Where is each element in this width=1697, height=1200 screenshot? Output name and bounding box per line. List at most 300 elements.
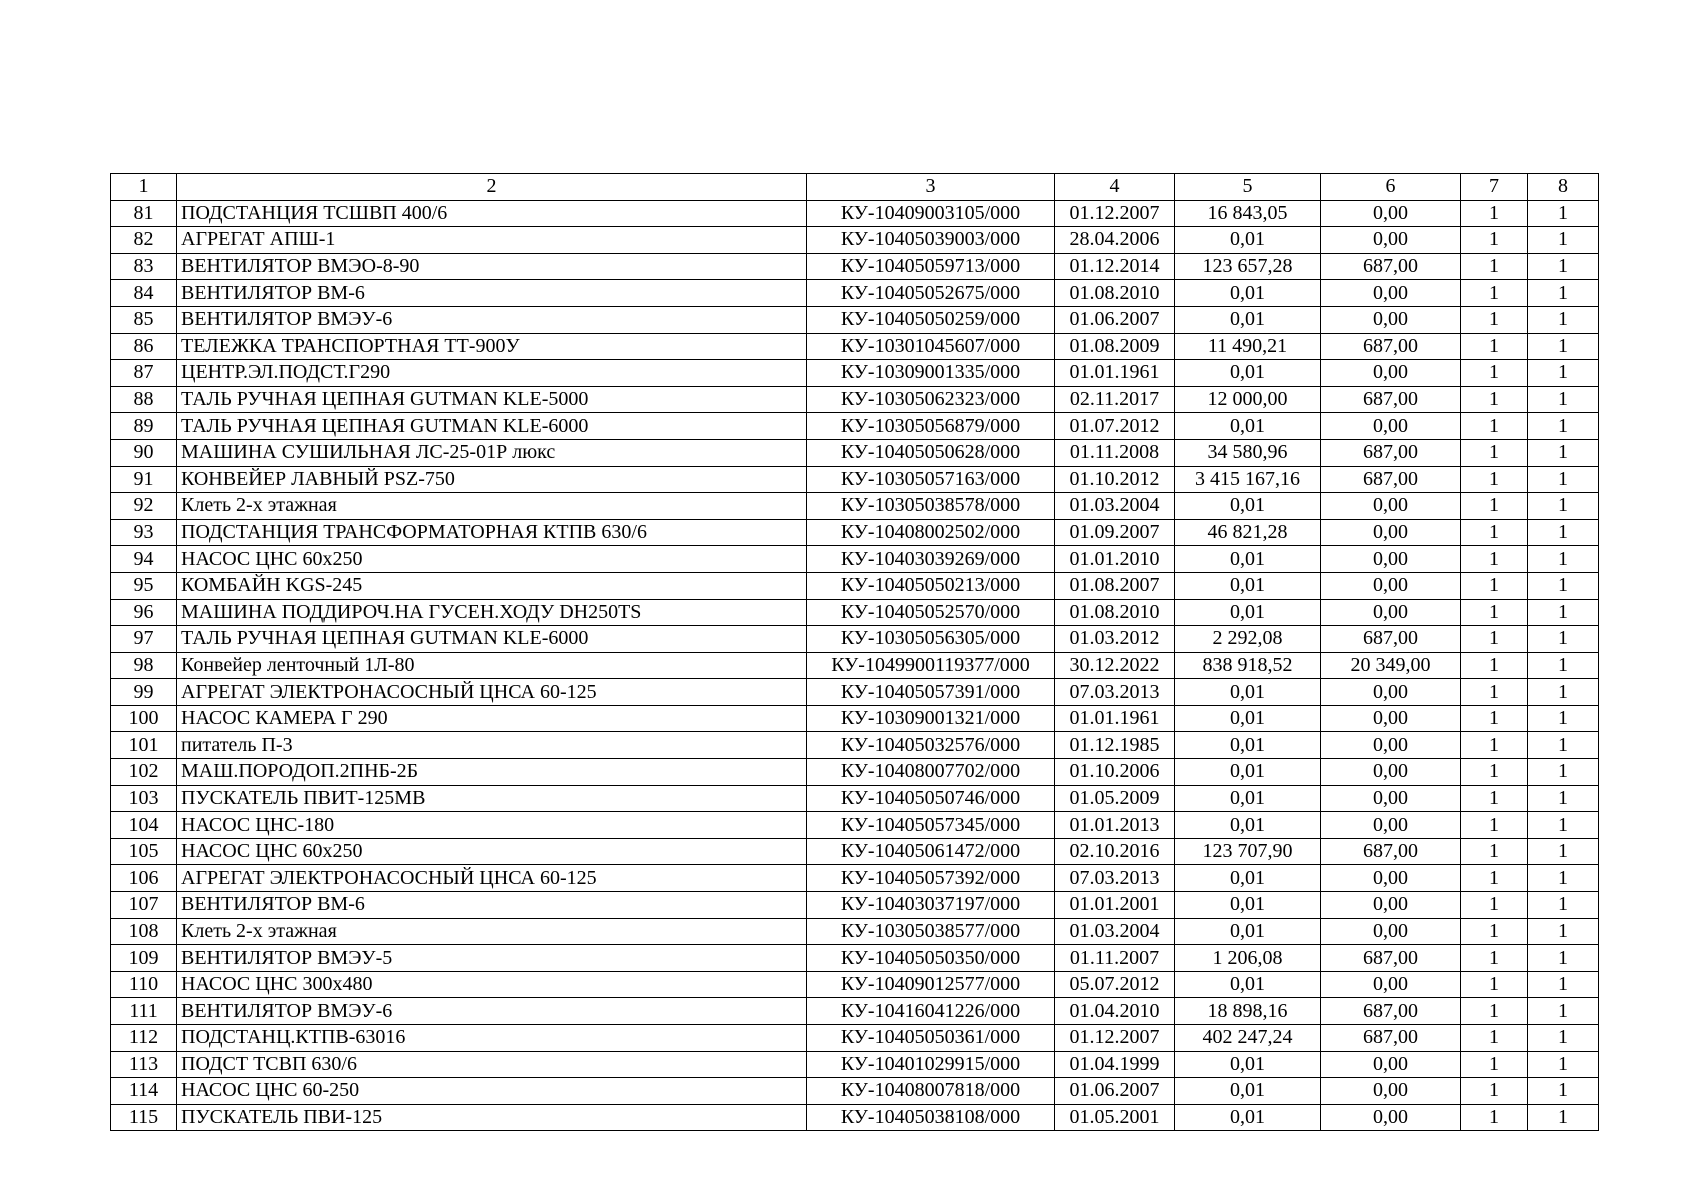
- value-cell: 0,01: [1175, 599, 1321, 626]
- amount-cell: 0,00: [1321, 1078, 1461, 1105]
- asset-register-table: [110, 173, 1599, 1131]
- inventory-code-cell: КУ-10408007702/000: [807, 759, 1055, 786]
- amount-cell: 0,00: [1321, 280, 1461, 307]
- table-row: [111, 386, 1599, 413]
- quantity-cell: 1: [1528, 892, 1599, 919]
- asset-name-cell: НАСОС КАМЕРА Г 290: [177, 705, 807, 732]
- inventory-code-cell: КУ-10405050361/000: [807, 1025, 1055, 1052]
- row-number-cell: 89: [111, 413, 177, 440]
- inventory-code-cell: КУ-10405050628/000: [807, 439, 1055, 466]
- date-cell: 01.08.2010: [1055, 599, 1175, 626]
- value-cell: 46 821,28: [1175, 519, 1321, 546]
- table-row: [111, 599, 1599, 626]
- inventory-code-cell: КУ-10305056305/000: [807, 626, 1055, 653]
- amount-cell: 20 349,00: [1321, 652, 1461, 679]
- quantity-cell: 1: [1461, 652, 1528, 679]
- asset-name-cell: МАШИНА ПОДДИРОЧ.НА ГУСЕН.ХОДУ DH250TS: [177, 599, 807, 626]
- quantity-cell: 1: [1461, 679, 1528, 706]
- quantity-cell: 1: [1461, 812, 1528, 839]
- quantity-cell: 1: [1461, 333, 1528, 360]
- asset-name-cell: НАСОС ЦНС 60х250: [177, 546, 807, 573]
- quantity-cell: 1: [1528, 838, 1599, 865]
- quantity-cell: 1: [1461, 838, 1528, 865]
- quantity-cell: 1: [1528, 626, 1599, 653]
- amount-cell: 0,00: [1321, 546, 1461, 573]
- column-header: 4: [1055, 174, 1175, 201]
- row-number-cell: 85: [111, 306, 177, 333]
- value-cell: 11 490,21: [1175, 333, 1321, 360]
- inventory-code-cell: КУ-10405050350/000: [807, 945, 1055, 972]
- inventory-code-cell: КУ-10416041226/000: [807, 998, 1055, 1025]
- column-header: 7: [1461, 174, 1528, 201]
- quantity-cell: 1: [1461, 439, 1528, 466]
- asset-name-cell: ПОДСТАНЦИЯ ТСШВП 400/6: [177, 200, 807, 227]
- row-number-cell: 97: [111, 626, 177, 653]
- inventory-code-cell: КУ-10403037197/000: [807, 892, 1055, 919]
- quantity-cell: 1: [1461, 253, 1528, 280]
- asset-name-cell: ЦЕНТР.ЭЛ.ПОДСТ.Г290: [177, 360, 807, 387]
- value-cell: 12 000,00: [1175, 386, 1321, 413]
- quantity-cell: 1: [1461, 732, 1528, 759]
- table-row: [111, 892, 1599, 919]
- quantity-cell: 1: [1461, 785, 1528, 812]
- table-row: [111, 546, 1599, 573]
- asset-name-cell: НАСОС ЦНС-180: [177, 812, 807, 839]
- row-number-cell: 102: [111, 759, 177, 786]
- quantity-cell: 1: [1461, 945, 1528, 972]
- amount-cell: 0,00: [1321, 306, 1461, 333]
- date-cell: 01.08.2010: [1055, 280, 1175, 307]
- date-cell: 01.11.2007: [1055, 945, 1175, 972]
- table-row: [111, 466, 1599, 493]
- date-cell: 01.01.2010: [1055, 546, 1175, 573]
- amount-cell: 0,00: [1321, 785, 1461, 812]
- value-cell: 0,01: [1175, 759, 1321, 786]
- inventory-code-cell: КУ-10409003105/000: [807, 200, 1055, 227]
- inventory-code-cell: КУ-10405032576/000: [807, 732, 1055, 759]
- quantity-cell: 1: [1528, 971, 1599, 998]
- amount-cell: 0,00: [1321, 705, 1461, 732]
- date-cell: 01.12.1985: [1055, 732, 1175, 759]
- date-cell: 01.09.2007: [1055, 519, 1175, 546]
- quantity-cell: 1: [1461, 572, 1528, 599]
- amount-cell: 0,00: [1321, 971, 1461, 998]
- value-cell: 123 657,28: [1175, 253, 1321, 280]
- inventory-code-cell: КУ-10405038108/000: [807, 1104, 1055, 1131]
- row-number-cell: 103: [111, 785, 177, 812]
- quantity-cell: 1: [1528, 386, 1599, 413]
- value-cell: 0,01: [1175, 679, 1321, 706]
- asset-name-cell: МАШИНА СУШИЛЬНАЯ ЛС-25-01Р люкс: [177, 439, 807, 466]
- value-cell: 0,01: [1175, 546, 1321, 573]
- amount-cell: 0,00: [1321, 1051, 1461, 1078]
- amount-cell: 0,00: [1321, 918, 1461, 945]
- quantity-cell: 1: [1528, 439, 1599, 466]
- value-cell: 0,01: [1175, 1078, 1321, 1105]
- asset-name-cell: АГРЕГАТ ЭЛЕКТРОНАСОСНЫЙ ЦНСА 60-125: [177, 865, 807, 892]
- table-row: [111, 572, 1599, 599]
- amount-cell: 0,00: [1321, 865, 1461, 892]
- inventory-code-cell: КУ-10305038578/000: [807, 493, 1055, 520]
- inventory-code-cell: КУ-10401029915/000: [807, 1051, 1055, 1078]
- document-page: [110, 173, 1598, 1131]
- inventory-code-cell: КУ-10405061472/000: [807, 838, 1055, 865]
- quantity-cell: 1: [1528, 1078, 1599, 1105]
- asset-name-cell: НАСОС ЦНС 60х250: [177, 838, 807, 865]
- row-number-cell: 87: [111, 360, 177, 387]
- row-number-cell: 84: [111, 280, 177, 307]
- amount-cell: 687,00: [1321, 386, 1461, 413]
- quantity-cell: 1: [1528, 333, 1599, 360]
- row-number-cell: 110: [111, 971, 177, 998]
- quantity-cell: 1: [1461, 360, 1528, 387]
- row-number-cell: 111: [111, 998, 177, 1025]
- table-row: [111, 945, 1599, 972]
- inventory-code-cell: КУ-10305062323/000: [807, 386, 1055, 413]
- column-header: 8: [1528, 174, 1599, 201]
- date-cell: 01.03.2012: [1055, 626, 1175, 653]
- date-cell: 01.05.2009: [1055, 785, 1175, 812]
- inventory-code-cell: КУ-10305057163/000: [807, 466, 1055, 493]
- quantity-cell: 1: [1528, 918, 1599, 945]
- amount-cell: 687,00: [1321, 626, 1461, 653]
- table-row: [111, 838, 1599, 865]
- quantity-cell: 1: [1461, 599, 1528, 626]
- quantity-cell: 1: [1528, 1025, 1599, 1052]
- table-row: [111, 227, 1599, 254]
- quantity-cell: 1: [1528, 998, 1599, 1025]
- value-cell: 0,01: [1175, 971, 1321, 998]
- row-number-cell: 114: [111, 1078, 177, 1105]
- asset-name-cell: ВЕНТИЛЯТОР ВМ-6: [177, 892, 807, 919]
- value-cell: 0,01: [1175, 493, 1321, 520]
- column-header: 1: [111, 174, 177, 201]
- amount-cell: 0,00: [1321, 413, 1461, 440]
- value-cell: 0,01: [1175, 705, 1321, 732]
- asset-name-cell: ВЕНТИЛЯТОР ВМЭУ-6: [177, 998, 807, 1025]
- asset-name-cell: ВЕНТИЛЯТОР ВМЭУ-6: [177, 306, 807, 333]
- quantity-cell: 1: [1528, 360, 1599, 387]
- row-number-cell: 108: [111, 918, 177, 945]
- inventory-code-cell: КУ-10309001335/000: [807, 360, 1055, 387]
- table-row: [111, 1104, 1599, 1131]
- row-number-cell: 101: [111, 732, 177, 759]
- asset-name-cell: ПОДСТАНЦ.КТПВ-63016: [177, 1025, 807, 1052]
- value-cell: 0,01: [1175, 360, 1321, 387]
- value-cell: 0,01: [1175, 1051, 1321, 1078]
- date-cell: 01.01.1961: [1055, 360, 1175, 387]
- asset-name-cell: ВЕНТИЛЯТОР ВМ-6: [177, 280, 807, 307]
- quantity-cell: 1: [1461, 280, 1528, 307]
- quantity-cell: 1: [1528, 679, 1599, 706]
- value-cell: 0,01: [1175, 732, 1321, 759]
- asset-name-cell: ПОДСТАНЦИЯ ТРАНСФОРМАТОРНАЯ КТПВ 630/6: [177, 519, 807, 546]
- table-row: [111, 759, 1599, 786]
- asset-name-cell: Клеть 2-х этажная: [177, 493, 807, 520]
- quantity-cell: 1: [1461, 413, 1528, 440]
- value-cell: 0,01: [1175, 865, 1321, 892]
- asset-name-cell: ВЕНТИЛЯТОР ВМЭО-8-90: [177, 253, 807, 280]
- row-number-cell: 93: [111, 519, 177, 546]
- inventory-code-cell: КУ-10301045607/000: [807, 333, 1055, 360]
- date-cell: 01.01.2001: [1055, 892, 1175, 919]
- asset-name-cell: питатель П-3: [177, 732, 807, 759]
- value-cell: 0,01: [1175, 918, 1321, 945]
- date-cell: 01.03.2004: [1055, 493, 1175, 520]
- row-number-cell: 91: [111, 466, 177, 493]
- asset-name-cell: ТЕЛЕЖКА ТРАНСПОРТНАЯ ТТ-900У: [177, 333, 807, 360]
- quantity-cell: 1: [1528, 519, 1599, 546]
- inventory-code-cell: КУ-10405039003/000: [807, 227, 1055, 254]
- amount-cell: 0,00: [1321, 200, 1461, 227]
- quantity-cell: 1: [1528, 945, 1599, 972]
- row-number-cell: 94: [111, 546, 177, 573]
- table-row: [111, 493, 1599, 520]
- value-cell: 402 247,24: [1175, 1025, 1321, 1052]
- asset-name-cell: АГРЕГАТ ЭЛЕКТРОНАСОСНЫЙ ЦНСА 60-125: [177, 679, 807, 706]
- asset-name-cell: Клеть 2-х этажная: [177, 918, 807, 945]
- quantity-cell: 1: [1528, 466, 1599, 493]
- inventory-code-cell: КУ-10405057345/000: [807, 812, 1055, 839]
- amount-cell: 0,00: [1321, 519, 1461, 546]
- quantity-cell: 1: [1461, 200, 1528, 227]
- quantity-cell: 1: [1528, 759, 1599, 786]
- value-cell: 0,01: [1175, 785, 1321, 812]
- header-row: [111, 174, 1599, 201]
- inventory-code-cell: КУ-10408002502/000: [807, 519, 1055, 546]
- table-row: [111, 280, 1599, 307]
- amount-cell: 0,00: [1321, 572, 1461, 599]
- value-cell: 0,01: [1175, 572, 1321, 599]
- value-cell: 123 707,90: [1175, 838, 1321, 865]
- inventory-code-cell: КУ-10305038577/000: [807, 918, 1055, 945]
- inventory-code-cell: КУ-10405052570/000: [807, 599, 1055, 626]
- inventory-code-cell: КУ-10405052675/000: [807, 280, 1055, 307]
- asset-name-cell: КОМБАЙН KGS-245: [177, 572, 807, 599]
- inventory-code-cell: КУ-10409012577/000: [807, 971, 1055, 998]
- quantity-cell: 1: [1461, 971, 1528, 998]
- asset-name-cell: ВЕНТИЛЯТОР ВМЭУ-5: [177, 945, 807, 972]
- inventory-code-cell: КУ-10309001321/000: [807, 705, 1055, 732]
- date-cell: 28.04.2006: [1055, 227, 1175, 254]
- amount-cell: 0,00: [1321, 759, 1461, 786]
- value-cell: 3 415 167,16: [1175, 466, 1321, 493]
- column-header: 6: [1321, 174, 1461, 201]
- date-cell: 01.03.2004: [1055, 918, 1175, 945]
- row-number-cell: 104: [111, 812, 177, 839]
- asset-name-cell: ТАЛЬ РУЧНАЯ ЦЕПНАЯ GUTMAN KLE-6000: [177, 626, 807, 653]
- value-cell: 16 843,05: [1175, 200, 1321, 227]
- quantity-cell: 1: [1461, 1025, 1528, 1052]
- quantity-cell: 1: [1461, 1078, 1528, 1105]
- amount-cell: 0,00: [1321, 892, 1461, 919]
- asset-name-cell: НАСОС ЦНС 300х480: [177, 971, 807, 998]
- date-cell: 02.11.2017: [1055, 386, 1175, 413]
- date-cell: 01.10.2012: [1055, 466, 1175, 493]
- asset-name-cell: АГРЕГАТ АПШ-1: [177, 227, 807, 254]
- date-cell: 02.10.2016: [1055, 838, 1175, 865]
- table-row: [111, 1051, 1599, 1078]
- amount-cell: 687,00: [1321, 466, 1461, 493]
- table-row: [111, 253, 1599, 280]
- table-row: [111, 918, 1599, 945]
- table-row: [111, 705, 1599, 732]
- asset-name-cell: ПУСКАТЕЛЬ ПВИТ-125МВ: [177, 785, 807, 812]
- row-number-cell: 113: [111, 1051, 177, 1078]
- quantity-cell: 1: [1461, 466, 1528, 493]
- quantity-cell: 1: [1461, 892, 1528, 919]
- date-cell: 01.08.2009: [1055, 333, 1175, 360]
- amount-cell: 687,00: [1321, 253, 1461, 280]
- row-number-cell: 115: [111, 1104, 177, 1131]
- row-number-cell: 99: [111, 679, 177, 706]
- value-cell: 2 292,08: [1175, 626, 1321, 653]
- row-number-cell: 100: [111, 705, 177, 732]
- value-cell: 838 918,52: [1175, 652, 1321, 679]
- row-number-cell: 106: [111, 865, 177, 892]
- quantity-cell: 1: [1461, 306, 1528, 333]
- date-cell: 07.03.2013: [1055, 865, 1175, 892]
- quantity-cell: 1: [1461, 546, 1528, 573]
- inventory-code-cell: КУ-10405057392/000: [807, 865, 1055, 892]
- date-cell: 01.12.2014: [1055, 253, 1175, 280]
- table-row: [111, 1078, 1599, 1105]
- table-row: [111, 732, 1599, 759]
- quantity-cell: 1: [1461, 705, 1528, 732]
- date-cell: 01.10.2006: [1055, 759, 1175, 786]
- quantity-cell: 1: [1528, 599, 1599, 626]
- date-cell: 01.07.2012: [1055, 413, 1175, 440]
- table-row: [111, 865, 1599, 892]
- quantity-cell: 1: [1528, 1104, 1599, 1131]
- amount-cell: 0,00: [1321, 599, 1461, 626]
- row-number-cell: 105: [111, 838, 177, 865]
- row-number-cell: 92: [111, 493, 177, 520]
- quantity-cell: 1: [1528, 200, 1599, 227]
- table-row: [111, 626, 1599, 653]
- quantity-cell: 1: [1528, 227, 1599, 254]
- date-cell: 01.06.2007: [1055, 1078, 1175, 1105]
- quantity-cell: 1: [1461, 1051, 1528, 1078]
- date-cell: 05.07.2012: [1055, 971, 1175, 998]
- quantity-cell: 1: [1528, 572, 1599, 599]
- amount-cell: 0,00: [1321, 493, 1461, 520]
- value-cell: 0,01: [1175, 227, 1321, 254]
- date-cell: 01.04.1999: [1055, 1051, 1175, 1078]
- quantity-cell: 1: [1528, 732, 1599, 759]
- inventory-code-cell: КУ-10403039269/000: [807, 546, 1055, 573]
- inventory-code-cell: КУ-10405050259/000: [807, 306, 1055, 333]
- asset-name-cell: ПОДСТ ТСВП 630/6: [177, 1051, 807, 1078]
- row-number-cell: 90: [111, 439, 177, 466]
- table-row: [111, 971, 1599, 998]
- column-header: 2: [177, 174, 807, 201]
- quantity-cell: 1: [1528, 546, 1599, 573]
- asset-name-cell: ТАЛЬ РУЧНАЯ ЦЕПНАЯ GUTMAN KLE-6000: [177, 413, 807, 440]
- value-cell: 0,01: [1175, 892, 1321, 919]
- quantity-cell: 1: [1528, 493, 1599, 520]
- table-row: [111, 439, 1599, 466]
- column-header: 3: [807, 174, 1055, 201]
- quantity-cell: 1: [1528, 785, 1599, 812]
- table-row: [111, 652, 1599, 679]
- amount-cell: 687,00: [1321, 1025, 1461, 1052]
- value-cell: 0,01: [1175, 1104, 1321, 1131]
- quantity-cell: 1: [1461, 759, 1528, 786]
- table-row: [111, 1025, 1599, 1052]
- quantity-cell: 1: [1461, 227, 1528, 254]
- value-cell: 1 206,08: [1175, 945, 1321, 972]
- inventory-code-cell: КУ-10305056879/000: [807, 413, 1055, 440]
- table-row: [111, 333, 1599, 360]
- row-number-cell: 98: [111, 652, 177, 679]
- value-cell: 18 898,16: [1175, 998, 1321, 1025]
- quantity-cell: 1: [1528, 812, 1599, 839]
- date-cell: 30.12.2022: [1055, 652, 1175, 679]
- row-number-cell: 88: [111, 386, 177, 413]
- amount-cell: 0,00: [1321, 1104, 1461, 1131]
- date-cell: 01.08.2007: [1055, 572, 1175, 599]
- table-row: [111, 785, 1599, 812]
- date-cell: 01.12.2007: [1055, 200, 1175, 227]
- row-number-cell: 96: [111, 599, 177, 626]
- inventory-code-cell: КУ-10405057391/000: [807, 679, 1055, 706]
- row-number-cell: 112: [111, 1025, 177, 1052]
- amount-cell: 0,00: [1321, 812, 1461, 839]
- quantity-cell: 1: [1461, 918, 1528, 945]
- value-cell: 0,01: [1175, 413, 1321, 440]
- row-number-cell: 83: [111, 253, 177, 280]
- table-body: [111, 200, 1599, 1131]
- value-cell: 0,01: [1175, 812, 1321, 839]
- quantity-cell: 1: [1528, 705, 1599, 732]
- quantity-cell: 1: [1461, 386, 1528, 413]
- row-number-cell: 95: [111, 572, 177, 599]
- value-cell: 34 580,96: [1175, 439, 1321, 466]
- asset-name-cell: Конвейер ленточный 1Л-80: [177, 652, 807, 679]
- amount-cell: 687,00: [1321, 838, 1461, 865]
- quantity-cell: 1: [1461, 998, 1528, 1025]
- quantity-cell: 1: [1528, 652, 1599, 679]
- amount-cell: 0,00: [1321, 679, 1461, 706]
- quantity-cell: 1: [1528, 306, 1599, 333]
- inventory-code-cell: КУ-10405050213/000: [807, 572, 1055, 599]
- amount-cell: 687,00: [1321, 945, 1461, 972]
- asset-name-cell: КОНВЕЙЕР ЛАВНЫЙ PSZ-750: [177, 466, 807, 493]
- amount-cell: 687,00: [1321, 333, 1461, 360]
- table-row: [111, 413, 1599, 440]
- value-cell: 0,01: [1175, 306, 1321, 333]
- inventory-code-cell: КУ-10405050746/000: [807, 785, 1055, 812]
- row-number-cell: 107: [111, 892, 177, 919]
- inventory-code-cell: КУ-10405059713/000: [807, 253, 1055, 280]
- table-row: [111, 519, 1599, 546]
- quantity-cell: 1: [1461, 493, 1528, 520]
- asset-name-cell: ТАЛЬ РУЧНАЯ ЦЕПНАЯ GUTMAN KLE-5000: [177, 386, 807, 413]
- quantity-cell: 1: [1528, 413, 1599, 440]
- date-cell: 01.12.2007: [1055, 1025, 1175, 1052]
- asset-name-cell: ПУСКАТЕЛЬ ПВИ-125: [177, 1104, 807, 1131]
- quantity-cell: 1: [1528, 253, 1599, 280]
- asset-name-cell: НАСОС ЦНС 60-250: [177, 1078, 807, 1105]
- table-row: [111, 306, 1599, 333]
- row-number-cell: 109: [111, 945, 177, 972]
- row-number-cell: 82: [111, 227, 177, 254]
- column-header: 5: [1175, 174, 1321, 201]
- quantity-cell: 1: [1461, 1104, 1528, 1131]
- quantity-cell: 1: [1461, 519, 1528, 546]
- date-cell: 01.05.2001: [1055, 1104, 1175, 1131]
